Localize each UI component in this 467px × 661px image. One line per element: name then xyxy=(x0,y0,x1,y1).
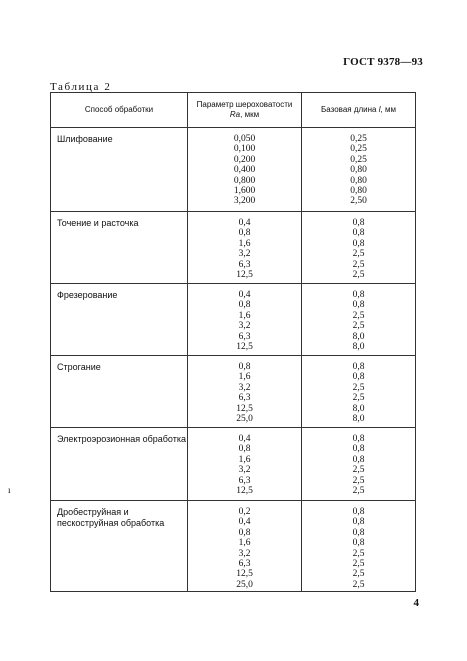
ra-value: 25,0 xyxy=(236,414,253,425)
base-length-value: 0,8 xyxy=(352,300,365,311)
base-length-value: 0,8 xyxy=(352,238,365,249)
ra-value: 0,4 xyxy=(238,434,251,444)
base-length-values-cell xyxy=(302,501,416,592)
base-length-value: 2,5 xyxy=(352,548,365,559)
column-header-ra-line1: Параметр шероховатости xyxy=(196,100,293,109)
ra-value: 0,100 xyxy=(233,144,256,155)
base-length-value: 0,8 xyxy=(352,507,365,517)
ra-value: 3,2 xyxy=(238,321,251,332)
base-length-value: 0,8 xyxy=(352,228,365,239)
method-cell: Дробеструйная и пескоструйная обработка xyxy=(51,501,188,592)
column-header-method: Способ обработки xyxy=(51,93,188,128)
base-length-value: 8,0 xyxy=(352,403,365,414)
table-row xyxy=(51,128,416,212)
base-length-value: 2,5 xyxy=(352,393,365,404)
ra-value: 6,3 xyxy=(238,559,251,570)
ra-values-cell xyxy=(188,128,302,212)
base-length-value: 2,5 xyxy=(352,310,365,321)
base-length-value: 0,8 xyxy=(352,290,365,300)
ra-value: 1,6 xyxy=(238,310,251,321)
base-length-value: 0,25 xyxy=(350,144,367,155)
ra-symbol: Ra xyxy=(229,110,241,119)
base-length-value: 0,8 xyxy=(352,434,365,444)
ra-value: 1,6 xyxy=(238,454,251,465)
margin-mark: ı xyxy=(8,485,11,495)
base-length-value: 0,8 xyxy=(352,538,365,549)
base-length-values-cell xyxy=(302,284,416,356)
ra-value: 6,3 xyxy=(238,331,251,342)
base-length-value: 0,25 xyxy=(350,154,367,165)
base-length-values-cell xyxy=(302,212,416,284)
base-length-value: 0,8 xyxy=(352,218,365,228)
roughness-table xyxy=(50,92,416,592)
ra-value: 1,6 xyxy=(238,372,251,383)
base-length-value: 2,5 xyxy=(352,259,365,270)
ra-value: 0,4 xyxy=(238,517,251,528)
base-length-value: 0,8 xyxy=(352,362,365,372)
base-length-value: 0,80 xyxy=(350,175,367,186)
ra-values-cell xyxy=(188,284,302,356)
ra-value: 6,3 xyxy=(238,475,251,486)
ra-value: 6,3 xyxy=(238,259,251,270)
table-header-row xyxy=(51,93,416,128)
table-body xyxy=(51,128,416,592)
base-length-value: 2,5 xyxy=(352,569,365,580)
base-length-value: 8,0 xyxy=(352,331,365,342)
ra-value: 12,5 xyxy=(236,486,253,497)
ra-value: 0,8 xyxy=(238,527,251,538)
base-length-value: 2,5 xyxy=(352,579,365,590)
ra-value: 1,6 xyxy=(238,238,251,249)
base-length-label: Базовая длина xyxy=(321,105,379,114)
base-length-values-cell xyxy=(302,356,416,428)
ra-value: 0,8 xyxy=(238,444,251,455)
base-length-value: 0,8 xyxy=(352,517,365,528)
base-length-value: 0,8 xyxy=(352,527,365,538)
base-length-value: 8,0 xyxy=(352,414,365,425)
table-caption: Таблица 2 xyxy=(50,81,112,93)
base-length-value: 0,80 xyxy=(350,165,367,176)
base-length-value: 0,25 xyxy=(350,134,367,144)
ra-value: 12,5 xyxy=(236,569,253,580)
base-length-value: 0,80 xyxy=(350,186,367,197)
ra-value: 1,6 xyxy=(238,538,251,549)
table-row xyxy=(51,501,416,592)
base-length-values-cell xyxy=(302,428,416,501)
method-cell: Шлифование xyxy=(51,128,188,212)
base-length-unit: , мм xyxy=(380,105,396,114)
ra-value: 0,2 xyxy=(238,507,251,517)
standard-designation: ГОСТ 9378—93 xyxy=(343,56,423,68)
method-cell: Электроэрозионная обработка xyxy=(51,428,188,501)
method-cell: Точение и расточка xyxy=(51,212,188,284)
base-length-value: 2,5 xyxy=(352,249,365,260)
ra-value: 12,5 xyxy=(236,270,253,281)
ra-unit: , мкм xyxy=(240,110,260,119)
ra-value: 0,8 xyxy=(238,362,251,372)
base-length-value: 2,5 xyxy=(352,382,365,393)
ra-values-cell xyxy=(188,356,302,428)
ra-value: 12,5 xyxy=(236,342,253,353)
base-length-value: 2,5 xyxy=(352,475,365,486)
ra-values-cell xyxy=(188,212,302,284)
ra-value: 3,200 xyxy=(233,196,256,207)
table-row xyxy=(51,356,416,428)
ra-value: 3,2 xyxy=(238,548,251,559)
ra-value: 0,200 xyxy=(233,154,256,165)
l-symbol: l xyxy=(378,105,381,114)
ra-value: 1,600 xyxy=(233,186,256,197)
table-row xyxy=(51,428,416,501)
ra-value: 0,400 xyxy=(233,165,256,176)
ra-value: 3,2 xyxy=(238,249,251,260)
ra-values-cell xyxy=(188,501,302,592)
ra-value: 25,0 xyxy=(236,579,253,590)
base-length-value: 2,5 xyxy=(352,465,365,476)
ra-value: 0,800 xyxy=(233,175,256,186)
base-length-value: 8,0 xyxy=(352,342,365,353)
ra-value: 0,4 xyxy=(238,218,251,228)
ra-values-cell xyxy=(188,428,302,501)
page-number: 4 xyxy=(413,597,419,609)
column-header-ra xyxy=(188,93,302,128)
base-length-value: 2,5 xyxy=(352,270,365,281)
method-cell: Строгание xyxy=(51,356,188,428)
base-length-value: 2,5 xyxy=(352,321,365,332)
base-length-value: 0,8 xyxy=(352,444,365,455)
ra-value: 0,8 xyxy=(238,228,251,239)
base-length-value: 2,50 xyxy=(350,196,367,207)
base-length-value: 0,8 xyxy=(352,372,365,383)
ra-value: 3,2 xyxy=(238,465,251,476)
ra-value: 0,8 xyxy=(238,300,251,311)
base-length-value: 0,8 xyxy=(352,454,365,465)
ra-value: 6,3 xyxy=(238,393,251,404)
ra-value: 12,5 xyxy=(236,403,253,414)
ra-value: 3,2 xyxy=(238,382,251,393)
method-cell: Фрезерование xyxy=(51,284,188,356)
ra-value: 0,4 xyxy=(238,290,251,300)
table-row xyxy=(51,212,416,284)
base-length-value: 2,5 xyxy=(352,559,365,570)
base-length-value: 2,5 xyxy=(352,486,365,497)
column-header-base-length xyxy=(302,93,416,128)
ra-value: 0,050 xyxy=(233,134,256,144)
base-length-values-cell xyxy=(302,128,416,212)
table-row xyxy=(51,284,416,356)
